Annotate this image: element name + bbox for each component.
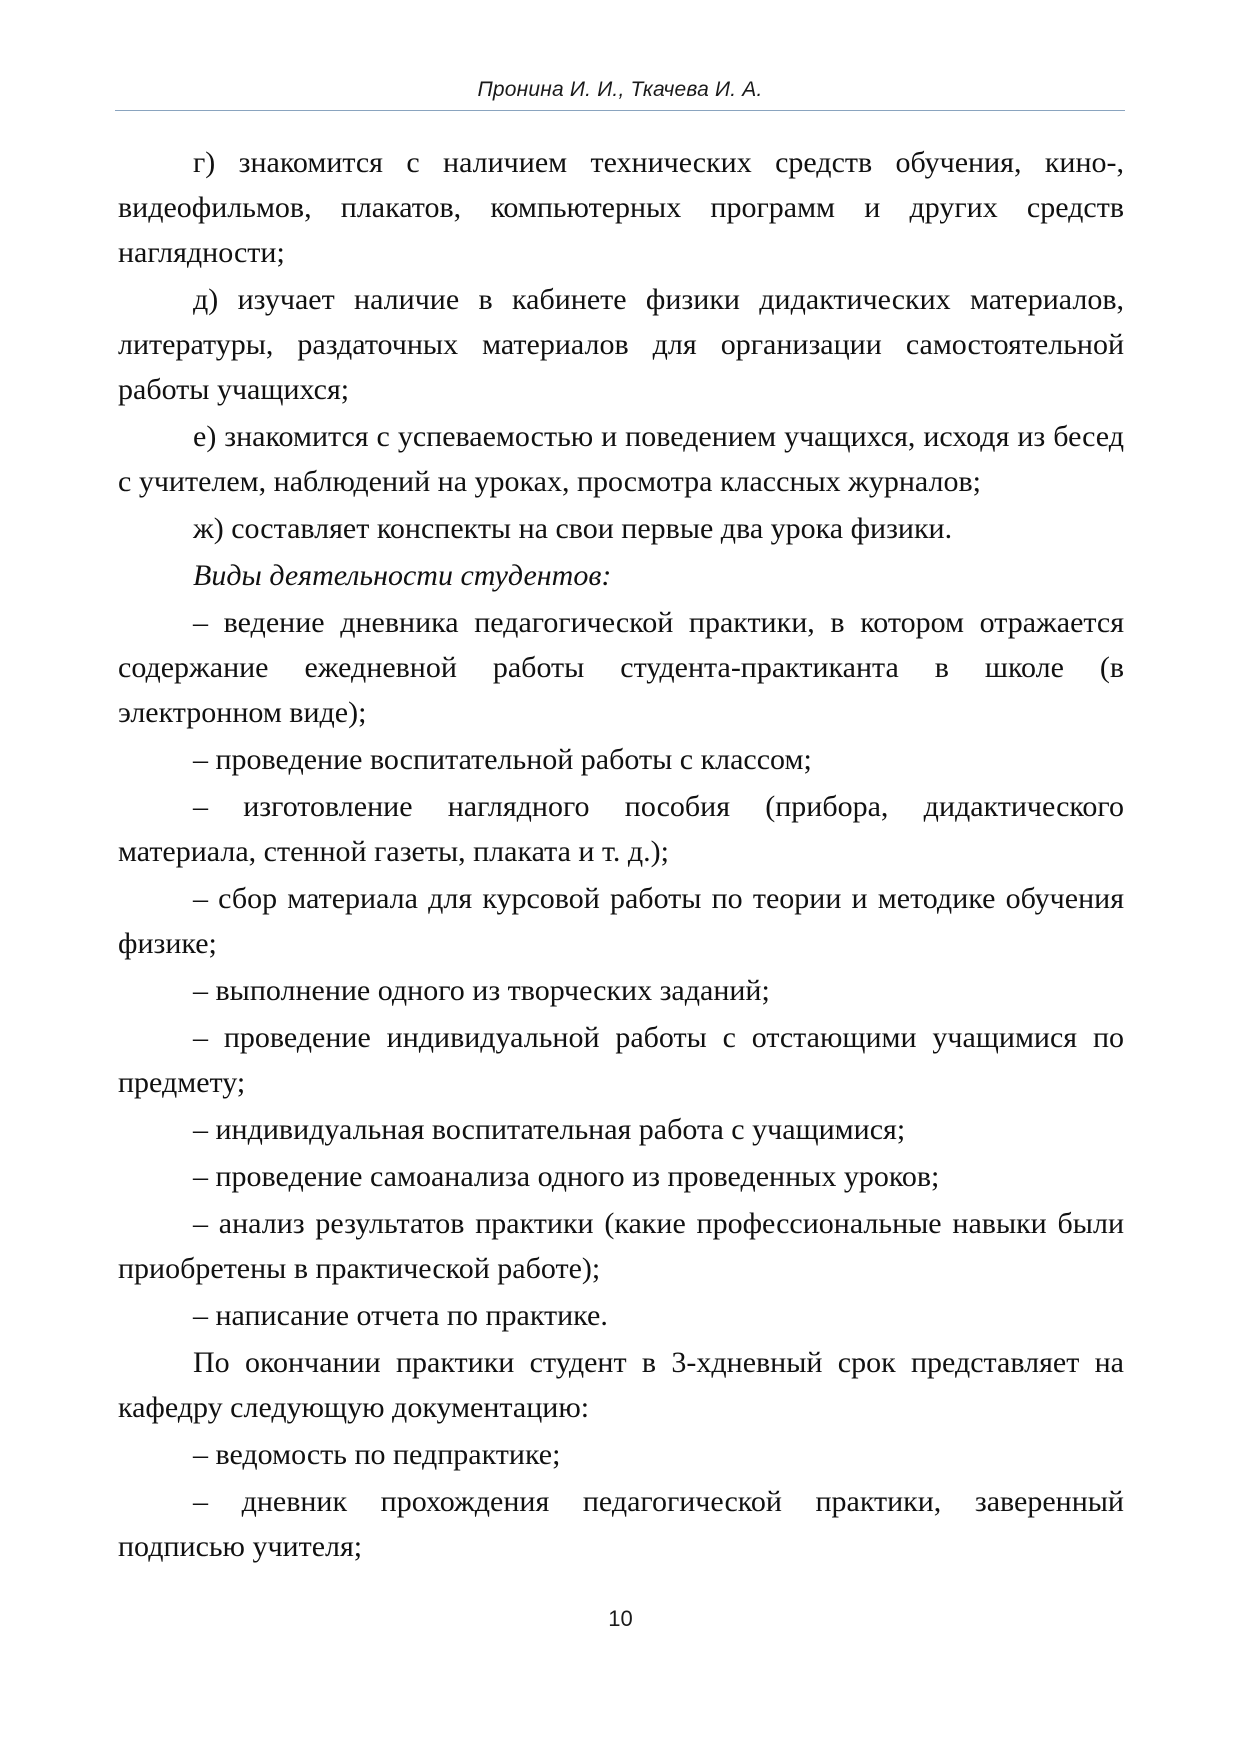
list-item-coursework-material: – сбор материала для курсовой работы по теории и методике обучения физике; bbox=[118, 882, 1124, 960]
running-header: Пронина И. И., Ткачева И. А. bbox=[477, 78, 763, 101]
paragraph-zh-lesson-notes: ж) составляет конспекты на свои первые два урока физики. bbox=[193, 512, 953, 545]
list-item-practice-diary: – дневник прохождения педагогической практики, заверенный подписью учителя; bbox=[118, 1485, 1124, 1563]
list-item-individual-work: – проведение индивидуальной работы с отстающими учащимися по предмету; bbox=[118, 1021, 1124, 1099]
body-text bbox=[118, 140, 1124, 1571]
section-heading-student-activities: Виды деятельности студентов: bbox=[193, 559, 612, 592]
paragraph-d-didactic-materials: д) изучает наличие в кабинете физики дидактических материалов, литературы, раздаточных материалов для организации самостоятельной работы учащихся; bbox=[118, 283, 1124, 406]
list-item-diary: – ведение дневника педагогической практики, в котором отражается содержание ежедневной работы студента-практиканта в школе (в электронном виде); bbox=[118, 606, 1124, 729]
list-item-results-analysis: – анализ результатов практики (какие профессиональные навыки были приобретены в практической работе); bbox=[118, 1207, 1124, 1285]
list-item-individual-education: – индивидуальная воспитательная работа с учащимися; bbox=[193, 1113, 906, 1146]
paragraph-g-technical-means: г) знакомится с наличием технических средств обучения, кино-, видеофильмов, плакатов, компьютерных программ и других средств наглядности; bbox=[118, 146, 1124, 269]
header-divider bbox=[115, 110, 1125, 111]
list-item-report: – написание отчета по практике. bbox=[193, 1299, 608, 1332]
paragraph-documentation-intro: По окончании практики студент в 3-хдневный срок представляет на кафедру следующую документацию: bbox=[118, 1346, 1124, 1424]
list-item-educational-work: – проведение воспитательной работы с классом; bbox=[193, 743, 812, 776]
paragraph-e-performance: е) знакомится с успеваемостью и поведением учащихся, исходя из бесед с учителем, наблюдений на уроках, просмотра классных журналов; bbox=[118, 420, 1124, 498]
page-number: 10 bbox=[608, 1606, 633, 1631]
list-item-self-analysis: – проведение самоанализа одного из проведенных уроков; bbox=[193, 1160, 940, 1193]
list-item-visual-aid: – изготовление наглядного пособия (прибора, дидактического материала, стенной газеты, плаката и т. д.); bbox=[118, 790, 1124, 868]
list-item-statement: – ведомость по педпрактике; bbox=[193, 1438, 561, 1471]
list-item-creative-task: – выполнение одного из творческих заданий; bbox=[193, 974, 770, 1007]
